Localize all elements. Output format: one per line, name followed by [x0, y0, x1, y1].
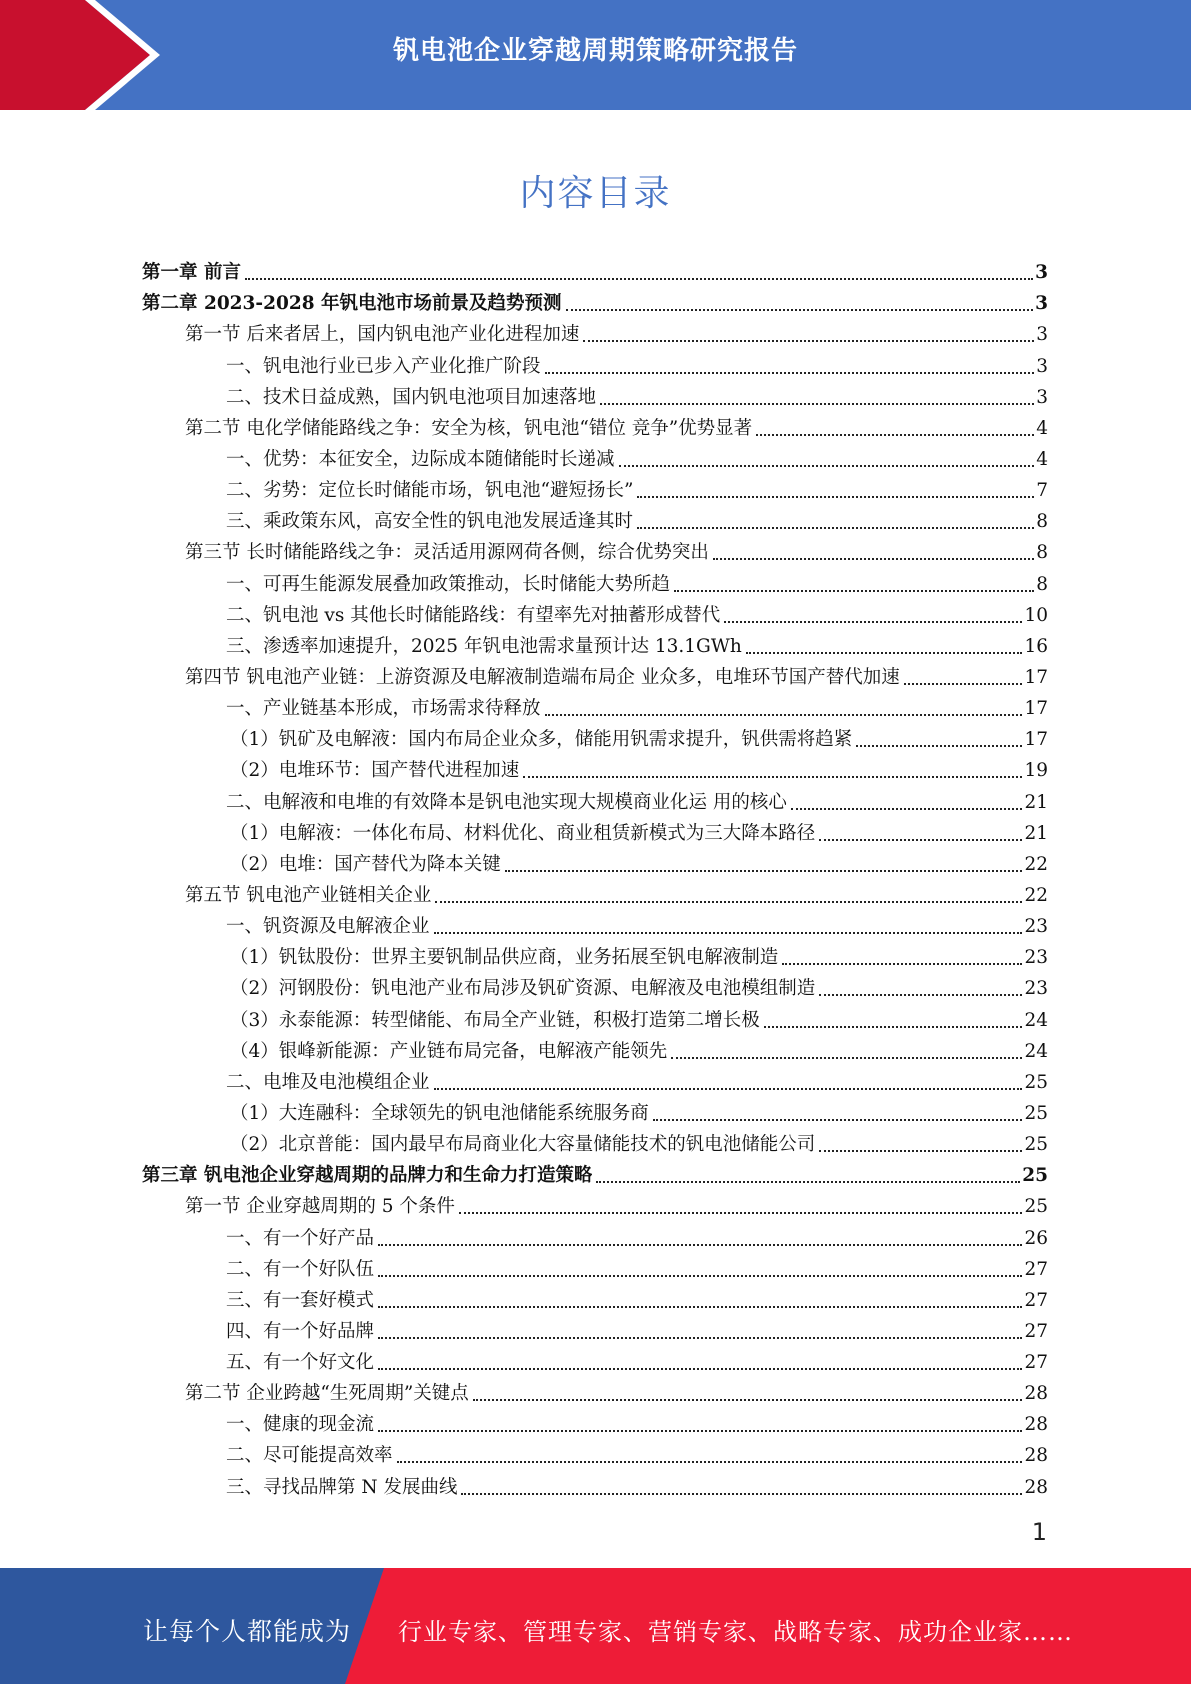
toc-entry-title: 第一章 前言 — [142, 262, 241, 284]
toc-dot-leader — [653, 1119, 1023, 1121]
toc-entry-title: 一、钒资源及电解液企业 — [226, 916, 430, 938]
toc-entry[interactable] — [142, 1034, 1048, 1065]
toc-entry[interactable] — [142, 691, 1048, 722]
toc-dot-leader — [756, 434, 1034, 436]
toc-dot-leader — [746, 652, 1023, 654]
toc-dot-leader — [473, 1399, 1023, 1401]
toc-entry[interactable] — [142, 566, 1048, 597]
toc-dot-leader — [724, 621, 1022, 623]
toc-entry[interactable] — [142, 1438, 1048, 1469]
toc-dot-leader — [637, 527, 1034, 529]
toc-entry[interactable] — [142, 1158, 1048, 1189]
toc-entry-page: 25 — [1022, 1165, 1048, 1187]
toc-entry[interactable] — [142, 1189, 1048, 1220]
report-title: 钒电池企业穿越周期策略研究报告 — [392, 36, 798, 66]
toc-entry[interactable] — [142, 442, 1048, 473]
toc-dot-leader — [619, 465, 1035, 467]
toc-entry-page: 27 — [1024, 1289, 1048, 1311]
toc-entry-page: 27 — [1024, 1352, 1048, 1374]
toc-entry[interactable] — [142, 598, 1048, 629]
toc-entry-title: （2）河钢股份：钒电池产业布局涉及钒矿资源、电解液及电池模组制造 — [230, 978, 816, 1000]
toc-dot-leader — [904, 683, 1023, 685]
header-banner — [0, 0, 1191, 110]
toc-entry[interactable] — [142, 1407, 1048, 1438]
toc-entry-title: 第二章 2023-2028 年钒电池市场前景及趋势预测 — [142, 293, 562, 315]
toc-entry-page: 28 — [1024, 1445, 1048, 1467]
toc-dot-leader — [378, 1430, 1022, 1432]
toc-dot-leader — [819, 994, 1022, 996]
toc-entry-page: 17 — [1024, 698, 1048, 720]
toc-entry-page: 8 — [1036, 542, 1048, 564]
toc-dot-leader — [434, 1088, 1023, 1090]
toc-entry-page: 23 — [1024, 978, 1048, 1000]
toc-entry[interactable] — [142, 286, 1048, 317]
page-number: 1 — [1031, 1518, 1047, 1546]
toc-entry[interactable] — [142, 255, 1048, 286]
toc-dot-leader — [782, 963, 1022, 965]
toc-entry-title: 一、可再生能源发展叠加政策推动，长时储能大势所趋 — [226, 573, 671, 595]
toc-entry-page: 23 — [1024, 916, 1048, 938]
toc-dot-leader — [791, 808, 1023, 810]
toc-entry-page: 3 — [1035, 262, 1048, 284]
toc-entry-title: 三、有一套好模式 — [226, 1289, 375, 1311]
toc-entry-page: 4 — [1036, 448, 1048, 470]
toc-heading: 内容目录 — [519, 173, 672, 214]
toc-dot-leader — [435, 901, 1022, 903]
toc-entry-title: （1）钒钛股份：世界主要钒制品供应商，业务拓展至钒电解液制造 — [230, 947, 779, 969]
toc-entry-title: 一、健康的现金流 — [226, 1414, 375, 1436]
toc-entry-title: 三、渗透率加速提升，2025 年钒电池需求量预计达 13.1GWh — [226, 635, 742, 657]
toc-entry-page: 4 — [1036, 417, 1048, 439]
toc-entry[interactable] — [142, 816, 1048, 847]
toc-entry-page: 19 — [1024, 760, 1048, 782]
toc-entry[interactable] — [142, 1220, 1048, 1251]
toc-entry-title: （2）电堆环节：国产替代进程加速 — [230, 760, 520, 782]
toc-entry[interactable] — [142, 1345, 1048, 1376]
toc-dot-leader — [523, 776, 1022, 778]
toc-dot-leader — [600, 403, 1034, 405]
toc-dot-leader — [378, 1337, 1022, 1339]
toc-entry-title: （4）银峰新能源：产业链布局完备，电解液产能领先 — [230, 1040, 668, 1062]
toc-entry-page: 24 — [1024, 1040, 1048, 1062]
toc-entry[interactable] — [142, 1065, 1048, 1096]
toc-entry-title: 二、有一个好队伍 — [226, 1258, 375, 1280]
toc-entry-title: 第三节 长时储能路线之争：灵活适用源网荷各侧，综合优势突出 — [185, 542, 709, 564]
toc-entry-page: 22 — [1024, 853, 1048, 875]
toc-entry[interactable] — [142, 317, 1048, 348]
toc-entry-page: 23 — [1024, 947, 1048, 969]
toc-entry-page: 28 — [1024, 1383, 1048, 1405]
toc-entry[interactable] — [142, 722, 1048, 753]
toc-entry[interactable] — [142, 847, 1048, 878]
toc-dot-leader — [434, 932, 1023, 934]
toc-entry[interactable] — [142, 1376, 1048, 1407]
toc-dot-leader — [713, 558, 1034, 560]
toc-entry[interactable] — [142, 878, 1048, 909]
toc-entry[interactable] — [142, 1127, 1048, 1158]
toc-entry-page: 8 — [1036, 573, 1048, 595]
toc-dot-leader — [671, 1057, 1022, 1059]
toc-entry-title: 第二节 企业跨越“生死周期”关键点 — [185, 1383, 469, 1405]
toc-entry-title: 二、电堆及电池模组企业 — [226, 1071, 430, 1093]
toc-entry-title: 二、劣势：定位长时储能市场，钒电池“避短扬长” — [226, 480, 634, 502]
table-of-contents — [142, 255, 1048, 1501]
toc-dot-leader — [378, 1244, 1022, 1246]
toc-dot-leader — [545, 372, 1035, 374]
toc-entry-page: 24 — [1024, 1009, 1048, 1031]
toc-entry-title: 一、优势：本征安全，边际成本随储能时长递减 — [226, 448, 615, 470]
toc-entry-title: （2）北京普能：国内最早布局商业化大容量储能技术的钒电池储能公司 — [230, 1134, 816, 1156]
toc-entry-title: 一、有一个好产品 — [226, 1227, 375, 1249]
toc-entry[interactable] — [142, 629, 1048, 660]
toc-entry-page: 25 — [1024, 1134, 1048, 1156]
toc-entry-page: 17 — [1024, 729, 1048, 751]
toc-entry-title: 二、技术日益成熟，国内钒电池项目加速落地 — [226, 386, 597, 408]
toc-entry-title: （1）电解液：一体化布局、材料优化、商业租赁新模式为三大降本路径 — [230, 822, 816, 844]
toc-entry[interactable] — [142, 473, 1048, 504]
toc-dot-leader — [545, 714, 1023, 716]
toc-entry-title: 四、有一个好品牌 — [226, 1320, 375, 1342]
footer-banner — [0, 1568, 1191, 1684]
toc-entry-page: 22 — [1024, 884, 1048, 906]
toc-entry-title: 三、寻找品牌第 N 发展曲线 — [226, 1476, 458, 1498]
toc-entry-title: 二、钒电池 vs 其他长时储能路线：有望率先对抽蓄形成替代 — [226, 604, 721, 626]
toc-dot-leader — [637, 496, 1034, 498]
toc-entry-page: 3 — [1036, 386, 1048, 408]
toc-entry[interactable] — [142, 753, 1048, 784]
toc-entry-page: 27 — [1024, 1320, 1048, 1342]
footer-slogan-right: 行业专家、管理专家、营销专家、战略专家、成功企业家…… — [398, 1618, 1073, 1646]
toc-entry-page: 16 — [1024, 635, 1048, 657]
toc-dot-leader — [566, 309, 1034, 311]
toc-entry[interactable] — [142, 1096, 1048, 1127]
toc-dot-leader — [505, 870, 1023, 872]
toc-entry[interactable] — [142, 348, 1048, 379]
toc-dot-leader — [819, 839, 1022, 841]
toc-dot-leader — [764, 1026, 1023, 1028]
toc-entry[interactable] — [142, 380, 1048, 411]
toc-entry-title: （1）钒矿及电解液：国内布局企业众多，储能用钒需求提升，钒供需将趋紧 — [230, 729, 853, 751]
toc-entry-page: 27 — [1024, 1258, 1048, 1280]
toc-dot-leader — [459, 1212, 1023, 1214]
toc-entry-title: 第二节 电化学储能路线之争：安全为核，钒电池“错位 竞争”优势显著 — [185, 417, 753, 439]
toc-dot-leader — [596, 1181, 1020, 1183]
toc-entry-title: 二、电解液和电堆的有效降本是钒电池实现大规模商业化运 用的核心 — [226, 791, 787, 813]
toc-entry-page: 25 — [1024, 1196, 1048, 1218]
toc-dot-leader — [245, 278, 1033, 280]
toc-dot-leader — [378, 1306, 1022, 1308]
toc-entry-title: 一、产业链基本形成，市场需求待释放 — [226, 698, 541, 720]
toc-entry-page: 3 — [1036, 324, 1048, 346]
toc-entry[interactable] — [142, 909, 1048, 940]
toc-entry[interactable] — [142, 411, 1048, 442]
toc-dot-leader — [856, 745, 1022, 747]
footer-slogan-left: 让每个人都能成为 — [143, 1617, 352, 1646]
toc-entry-page: 25 — [1024, 1071, 1048, 1093]
toc-entry-title: 第五节 钒电池产业链相关企业 — [185, 884, 432, 906]
toc-dot-leader — [397, 1461, 1023, 1463]
toc-dot-leader — [461, 1493, 1022, 1495]
toc-entry-title: 五、有一个好文化 — [226, 1352, 375, 1374]
toc-dot-leader — [378, 1368, 1022, 1370]
toc-entry[interactable] — [142, 1283, 1048, 1314]
toc-entry-page: 17 — [1024, 666, 1048, 688]
toc-entry-page: 3 — [1035, 293, 1048, 315]
toc-dot-leader — [819, 1150, 1022, 1152]
toc-entry-title: 三、乘政策东风，高安全性的钒电池发展适逢其时 — [226, 511, 634, 533]
toc-entry[interactable] — [142, 971, 1048, 1002]
toc-entry-title: 一、钒电池行业已步入产业化推广阶段 — [226, 355, 541, 377]
toc-entry[interactable] — [142, 504, 1048, 535]
toc-dot-leader — [674, 590, 1034, 592]
toc-entry-page: 28 — [1024, 1476, 1048, 1498]
toc-entry[interactable] — [142, 1314, 1048, 1345]
toc-entry[interactable] — [142, 660, 1048, 691]
toc-entry[interactable] — [142, 1002, 1048, 1033]
toc-entry-page: 25 — [1024, 1102, 1048, 1124]
toc-entry-title: 第四节 钒电池产业链：上游资源及电解液制造端布局企 业众多，电堆环节国产替代加速 — [185, 666, 900, 688]
toc-entry-page: 21 — [1024, 791, 1048, 813]
toc-entry[interactable] — [142, 535, 1048, 566]
toc-entry-title: 二、尽可能提高效率 — [226, 1445, 393, 1467]
toc-entry[interactable] — [142, 940, 1048, 971]
toc-entry-page: 7 — [1036, 480, 1048, 502]
toc-entry-title: （2）电堆：国产替代为降本关键 — [230, 853, 501, 875]
toc-entry-page: 26 — [1024, 1227, 1048, 1249]
toc-entry-page: 28 — [1024, 1414, 1048, 1436]
toc-entry[interactable] — [142, 784, 1048, 815]
toc-entry-title: （1）大连融科：全球领先的钒电池储能系统服务商 — [230, 1102, 649, 1124]
toc-entry-title: （3）永泰能源：转型储能、布局全产业链，积极打造第二增长极 — [230, 1009, 760, 1031]
toc-entry-title: 第三章 钒电池企业穿越周期的品牌力和生命力打造策略 — [142, 1165, 593, 1187]
toc-entry[interactable] — [142, 1469, 1048, 1500]
toc-entry-page: 8 — [1036, 511, 1048, 533]
toc-entry-title: 第一节 企业穿越周期的 5 个条件 — [185, 1196, 455, 1218]
toc-dot-leader — [583, 340, 1034, 342]
toc-entry-page: 10 — [1024, 604, 1048, 626]
toc-entry-page: 21 — [1024, 822, 1048, 844]
toc-entry-title: 第一节 后来者居上，国内钒电池产业化进程加速 — [185, 324, 580, 346]
toc-entry[interactable] — [142, 1252, 1048, 1283]
toc-dot-leader — [378, 1275, 1022, 1277]
toc-entry-page: 3 — [1036, 355, 1048, 377]
